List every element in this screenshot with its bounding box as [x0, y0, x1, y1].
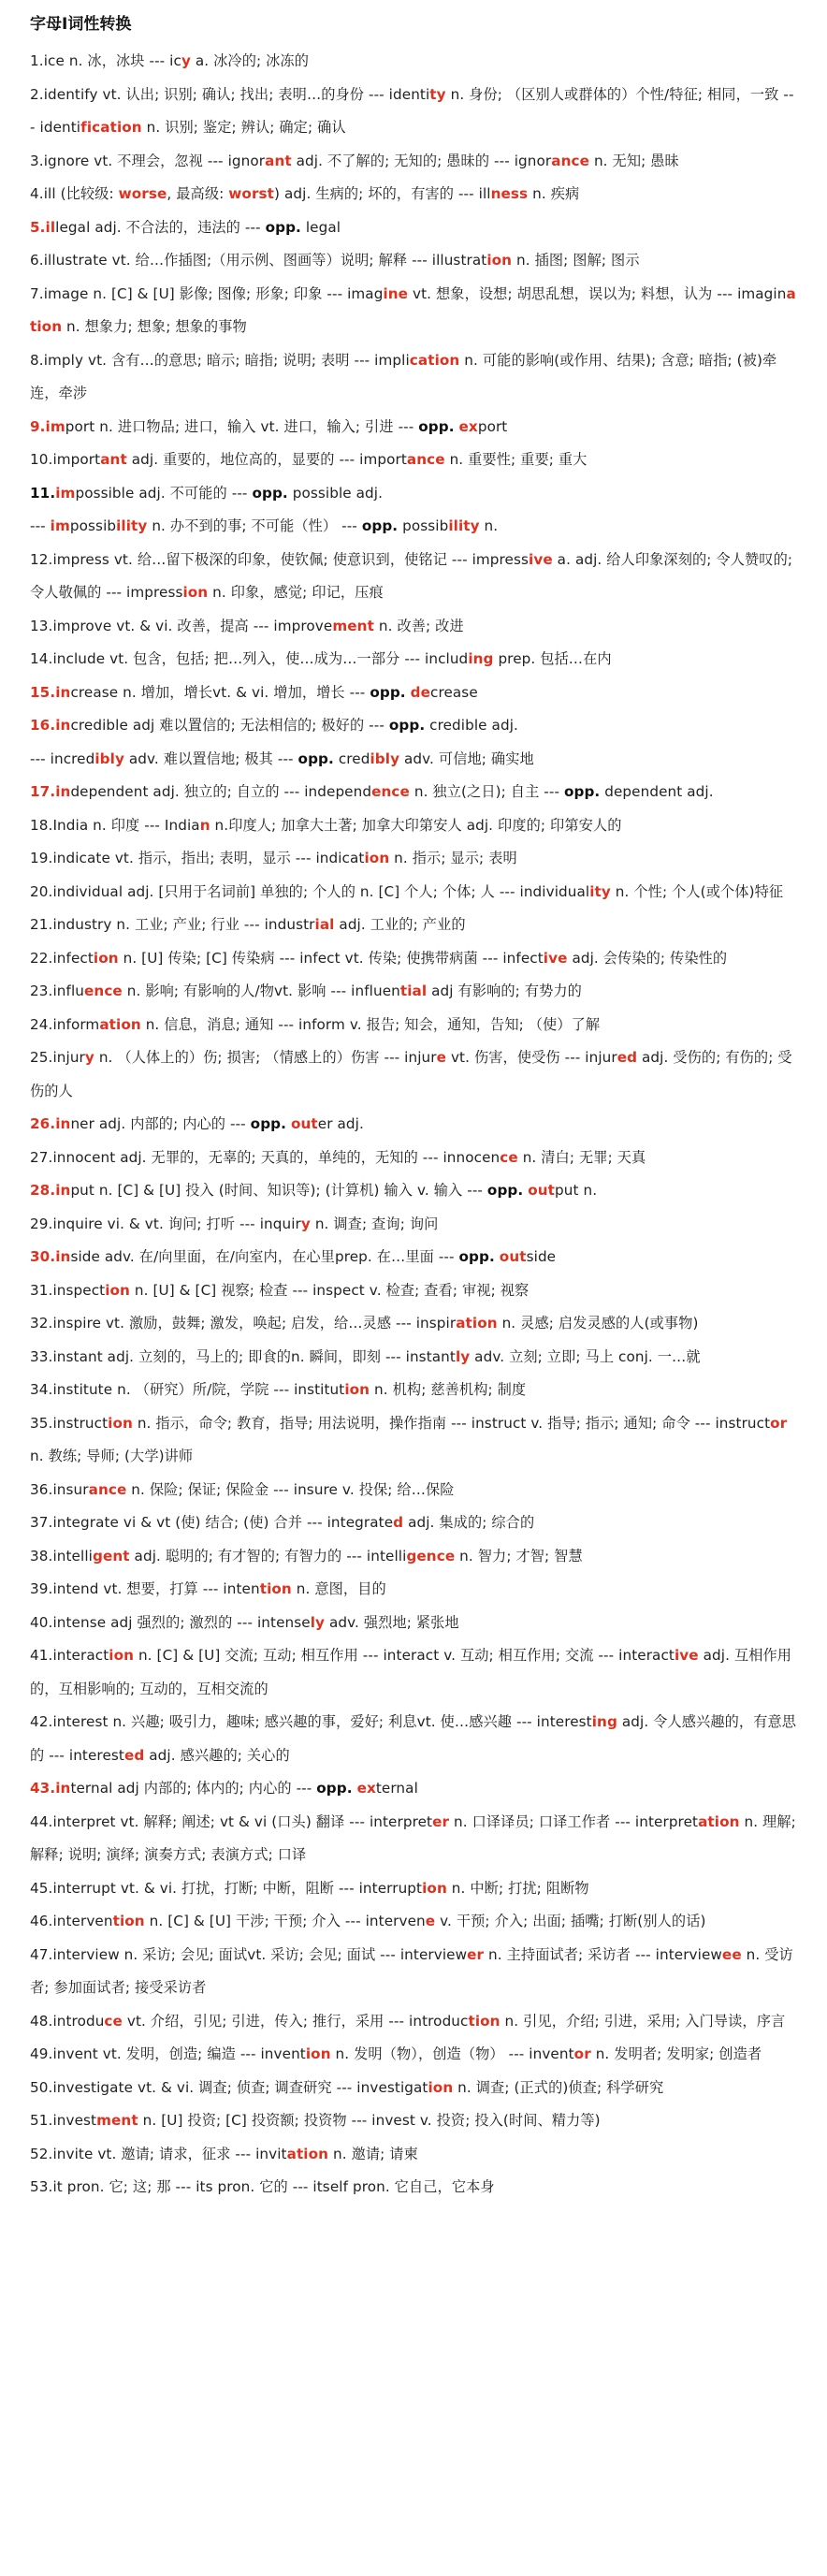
highlight-affix: ance — [551, 152, 590, 169]
bold-label: opp. — [458, 1248, 495, 1265]
entry-text: 45.interrupt vt. & vi. 打扰，打断; 中断，阻断 --- interrupt — [30, 1879, 423, 1897]
entry-text: adj. 集成的; 综合的 — [403, 1514, 535, 1531]
vocab-entry — [30, 909, 799, 942]
entry-text: ) adj. 生病的; 坏的，有害的 --- ill — [274, 185, 491, 202]
entry-text: adj. 工业的; 产业的 — [334, 916, 466, 933]
entry-text: n. [U] 投资; [C] 投资额; 投资物 --- invest v. 投资; 投入(时间、精力等) — [138, 2112, 601, 2129]
entry-text: 34.institute n. （研究）所/院，学院 --- institut — [30, 1381, 345, 1398]
highlight-affix: or — [573, 2045, 591, 2062]
highlight-affix: ly — [310, 1613, 326, 1631]
entry-text: a. adj. 给人印象深刻的; 令人赞叹的; 令人敬佩的 --- impress — [30, 550, 793, 601]
highlight-affix: tion — [259, 1580, 292, 1597]
entry-text: 2.identify vt. 认出; 识别; 确认; 找出; 表明…的身份 --- identi — [30, 85, 430, 103]
highlight-affix: ant — [100, 451, 127, 468]
highlight-affix: worst — [228, 185, 275, 202]
entry-text: a. 冰冷的; 冰冻的 — [190, 52, 310, 69]
entry-text: n. 调查; (正式的)侦查; 科学研究 — [453, 2078, 664, 2096]
vocab-entry — [30, 2005, 799, 2039]
highlight-affix: ment — [96, 2112, 138, 2129]
entry-text: possib — [398, 517, 449, 534]
vocab-entry — [30, 1939, 799, 2005]
entry-text: n.印度人; 加拿大土著; 加拿大印第安人 adj. 印度的; 印第安人的 — [210, 816, 622, 834]
vocab-entry — [30, 1307, 799, 1341]
entry-text: put n. — [555, 1182, 598, 1199]
bold-label: 11. — [30, 484, 56, 502]
entry-text: 33.instant adj. 立刻的，马上的; 即食的n. 瞬间，即刻 --- instant — [30, 1347, 456, 1365]
entry-text: n. 想象力; 想象; 想象的事物 — [62, 318, 247, 335]
entry-text: possib — [69, 517, 117, 534]
highlight-affix: in — [55, 683, 71, 701]
entry-text: --- — [30, 517, 51, 534]
entry-text: n. 改善; 改进 — [373, 617, 464, 634]
highlight-affix: 16. — [30, 717, 56, 734]
highlight-affix: ex — [356, 1780, 376, 1797]
entry-text: 3.ignore vt. 不理会，忽视 --- ignor — [30, 152, 266, 169]
highlight-affix: ation — [698, 1812, 740, 1830]
vocab-entry — [30, 876, 799, 910]
highlight-affix: in — [55, 1115, 71, 1132]
entry-text: n. 身份; （区别人或群体的）个性/特征; 相同，一致 --- identi — [30, 85, 794, 136]
highlight-affix: ion — [109, 1647, 135, 1664]
entry-text: n. 中断; 打扰; 阻断物 — [446, 1879, 589, 1897]
entry-text: n. 指示，命令; 教育，指导; 用法说明，操作指南 --- instruct v. 指导; 指示; 通知; 命令 --- instruct — [132, 1414, 771, 1432]
highlight-affix: ment — [332, 617, 374, 634]
vocab-entry — [30, 244, 799, 278]
vocab-entry — [30, 1041, 799, 1108]
entry-text: n. 可能的影响(或作用、结果); 含意; 暗指; (被)牵连，牵涉 — [30, 351, 777, 401]
entry-text: 51.invest — [30, 2112, 97, 2129]
highlight-affix: ence — [371, 783, 410, 800]
entry-text: n. 办不到的事; 不可能（性） --- — [147, 517, 362, 534]
highlight-affix: ee — [721, 1945, 742, 1963]
highlight-affix: 28. — [30, 1182, 56, 1199]
entry-text: n. 智力; 才智; 智慧 — [455, 1547, 583, 1565]
highlight-affix: in — [55, 1780, 71, 1797]
highlight-affix: tion — [112, 1913, 145, 1929]
vocab-entry — [30, 809, 799, 843]
highlight-affix: e — [425, 1913, 436, 1929]
highlight-affix: ation — [286, 2145, 329, 2162]
entry-text: adv. 立刻; 立即; 马上 conj. 一…就 — [470, 1347, 701, 1365]
entry-text: n. 机构; 慈善机构; 制度 — [370, 1381, 527, 1398]
bold-label: opp. — [265, 218, 301, 236]
vocab-entry — [30, 1108, 799, 1142]
entry-text: crease — [430, 683, 478, 701]
highlight-affix: ive — [674, 1647, 699, 1664]
highlight-affix: ility — [448, 517, 480, 534]
highlight-affix: ed — [123, 1746, 145, 1764]
vocab-entry — [30, 1009, 799, 1042]
highlight-affix: il — [45, 218, 56, 236]
entry-text: 32.inspire vt. 激励，鼓舞; 激发，唤起; 启发，给…灵感 --- inspir — [30, 1315, 457, 1332]
vocab-entry — [30, 1905, 799, 1939]
highlight-affix: ility — [116, 517, 148, 534]
highlight-affix: ed — [617, 1049, 638, 1066]
entry-text: 14.include vt. 包含，包括; 把…列入，使…成为…一部分 --- includ — [30, 650, 469, 667]
entry-text: n. 邀请; 请柬 — [328, 2145, 418, 2162]
entry-text: 53.it pron. 它; 这; 那 --- its pron. 它的 --- itself pron. 它自己，它本身 — [30, 2178, 495, 2195]
bold-label: opp. — [316, 1780, 353, 1797]
entry-text: credible adj. — [425, 717, 518, 734]
entry-text: 24.inform — [30, 1015, 100, 1033]
entry-text: 31.inspect — [30, 1281, 106, 1299]
highlight-affix: 26. — [30, 1115, 56, 1132]
highlight-affix: ity — [589, 882, 611, 900]
entry-text: possible adj. — [287, 484, 384, 502]
entry-text: 38.intelli — [30, 1547, 93, 1565]
highlight-affix: ing — [591, 1713, 617, 1730]
entry-text: n. 保险; 保证; 保险金 --- insure v. 投保; 给…保险 — [126, 1480, 455, 1498]
entry-text: n. 指示; 显示; 表明 — [389, 850, 517, 866]
highlight-affix: ial — [314, 916, 335, 933]
highlight-affix: ion — [428, 2078, 454, 2096]
entry-text: n. 主持面试者; 采访者 --- interview — [484, 1945, 722, 1963]
entry-text: adj. 不了解的; 无知的; 愚昧的 --- ignor — [291, 152, 552, 169]
bold-label: opp. — [563, 783, 601, 800]
entry-text: port n. 进口物品; 进口，输入 vt. 进口，输入; 引进 --- — [65, 417, 419, 435]
vocab-entry — [30, 2171, 799, 2205]
vocab-entry — [30, 1540, 799, 1574]
vocab-entry — [30, 776, 799, 809]
bold-label: opp. — [370, 683, 406, 701]
vocab-entry — [30, 1174, 799, 1208]
entry-text: n. 发明（物），创造（物） --- invent — [330, 2045, 574, 2062]
entry-text: 12.impress vt. 给…留下极深的印象，使钦佩; 使意识到，使铭记 --- impress — [30, 550, 530, 568]
vocab-entry — [30, 709, 799, 743]
entry-text: credible adj 难以置信的; 无法相信的; 极好的 --- — [70, 717, 389, 734]
entry-text: vt. 伤害，使受伤 --- injur — [446, 1049, 617, 1066]
entry-text: 40.intense adj 强烈的; 激烈的 --- intense — [30, 1613, 311, 1631]
highlight-affix: out — [499, 1248, 527, 1265]
entry-text: 39.intend vt. 想要，打算 --- inten — [30, 1580, 260, 1597]
highlight-affix: 15. — [30, 683, 56, 701]
vocab-entry — [30, 1341, 799, 1375]
entry-text: n. 清白; 无罪; 天真 — [517, 1148, 646, 1166]
vocab-entry — [30, 1474, 799, 1507]
vocab-entry — [30, 477, 799, 511]
entry-text: adj. 重要的，地位高的，显要的 --- import — [126, 451, 407, 468]
highlight-affix: ce — [500, 1148, 518, 1166]
highlight-affix: 30. — [30, 1248, 56, 1265]
highlight-affix: ce — [104, 2012, 123, 2030]
vocab-entry — [30, 1274, 799, 1308]
vocab-entry — [30, 444, 799, 477]
vocab-entry — [30, 1407, 799, 1474]
highlight-affix: in — [55, 783, 71, 800]
highlight-affix: in — [55, 1248, 71, 1265]
vocab-entry — [30, 1607, 799, 1640]
entry-text: 44.interpret vt. 解释; 阐述; vt & vi (口头) 翻译 --- interpret — [30, 1812, 433, 1830]
highlight-affix: ty — [429, 85, 446, 103]
vocab-entry — [30, 1772, 799, 1806]
highlight-affix: out — [290, 1115, 318, 1132]
entry-text: 7.image n. [C] & [U] 影像; 图像; 形象; 印象 --- imag — [30, 284, 384, 302]
entry-text: n. — [479, 517, 499, 534]
vocab-entry — [30, 79, 799, 145]
highlight-affix: ion — [105, 1281, 130, 1299]
highlight-affix: y — [84, 1049, 94, 1066]
vocab-entry — [30, 1573, 799, 1607]
entry-text: 29.inquire vi. & vt. 询问; 打听 --- inquir — [30, 1215, 301, 1232]
highlight-affix: ion — [364, 850, 390, 866]
highlight-affix: im — [50, 517, 70, 534]
vocab-entry — [30, 1639, 799, 1706]
entry-text: n. 独立(之日); 自主 --- — [409, 783, 564, 800]
highlight-affix: in — [55, 1182, 71, 1199]
bold-label: opp. — [388, 717, 426, 734]
bold-label: opp. — [486, 1182, 524, 1199]
bold-label: opp. — [418, 417, 455, 435]
entry-text: e n. 冰，冰块 --- ic — [55, 52, 181, 69]
entry-text: n. 重要性; 重要; 重大 — [444, 451, 588, 468]
highlight-affix: worse — [118, 185, 167, 202]
highlight-affix: ibly — [370, 750, 400, 767]
vocab-entry — [30, 1506, 799, 1540]
entry-text: n. 意图，目的 — [291, 1580, 386, 1597]
highlight-affix: cation — [409, 351, 460, 369]
entry-text: v. 干预; 介入; 出面; 插嘴; 打断(别人的话) — [435, 1913, 706, 1929]
entry-text: adv. 可信地; 确实地 — [399, 750, 534, 767]
entry-text: adv. 难以置信地; 极其 --- — [123, 750, 298, 767]
entry-text: n. 识别; 鉴定; 辨认; 确定; 确认 — [141, 119, 346, 136]
highlight-affix: ion — [305, 2045, 331, 2062]
highlight-affix: 9. — [30, 417, 46, 435]
entry-text: n. 信息，消息; 通知 --- inform v. 报告; 知会，通知，告知; （使）了解 — [140, 1015, 601, 1033]
entry-text: n. [U] & [C] 视察; 检查 --- inspect v. 检查; 查看; 审视; 视察 — [129, 1281, 530, 1299]
entry-text: ternal adj 内部的; 体内的; 内心的 --- — [70, 1780, 317, 1797]
entry-text: n. 发明者; 发明家; 创造者 — [590, 2045, 762, 2062]
entry-text: adj. 令人感兴趣的，有意思的 --- interest — [30, 1713, 797, 1764]
entry-text: dependent adj. — [600, 783, 714, 800]
highlight-affix: ness — [490, 185, 529, 202]
highlight-affix: ant — [265, 152, 292, 169]
entry-text: 48.introdu — [30, 2012, 105, 2030]
entry-text: port — [477, 417, 508, 435]
entry-text: adj. 受伤的; 有伤的; 受伤的人 — [30, 1049, 792, 1099]
highlight-affix: ive — [543, 949, 568, 967]
bold-label: opp. — [297, 750, 334, 767]
entry-text: prep. 包括…在内 — [493, 650, 612, 667]
highlight-affix: tial — [399, 982, 428, 999]
entry-text: 41.interact — [30, 1647, 109, 1664]
entry-text: 36.insur — [30, 1480, 89, 1498]
entry-text: vt. 介绍，引见; 引进，传入; 推行，采用 --- introduc — [122, 2012, 469, 2030]
vocab-entry — [30, 677, 799, 710]
highlight-affix: 17. — [30, 783, 56, 800]
entry-text: 21.industry n. 工业; 产业; 行业 --- industr — [30, 916, 315, 933]
vocab-entry — [30, 544, 799, 610]
vocab-entry — [30, 942, 799, 976]
bold-label: opp. — [361, 517, 399, 534]
entry-text: 6.illustrate vt. 给…作插图;（用示例、图画等）说明; 解释 --- illustrat — [30, 252, 487, 269]
entry-text: put n. [C] & [U] 投入 (时间、知识等); (计算机) 输入 v. 输入 --- — [70, 1182, 487, 1199]
highlight-affix: ing — [468, 650, 494, 667]
entry-text: adj. 会传染的; 传染性的 — [567, 949, 728, 967]
highlight-affix: ance — [88, 1480, 127, 1498]
entry-text: 52.invite vt. 邀请; 请求，征求 --- invit — [30, 2145, 287, 2162]
entry-text: n. 影响; 有影响的人/物vt. 影响 --- influen — [122, 982, 400, 999]
entry-text: cred — [333, 750, 370, 767]
highlight-affix: ine — [383, 284, 409, 302]
vocab-entry — [30, 344, 799, 411]
highlight-affix: er — [467, 1945, 485, 1963]
vocab-entry — [30, 743, 799, 777]
vocab-entry — [30, 1208, 799, 1242]
entry-text: n. 口译译员; 口译工作者 --- interpret — [449, 1812, 699, 1830]
vocab-entry — [30, 1374, 799, 1407]
highlight-affix: d — [393, 1514, 404, 1531]
entry-text: n. 印象，感觉; 印记，压痕 — [208, 584, 384, 601]
entry-text: er adj. — [317, 1115, 364, 1132]
entry-text: 19.indicate vt. 指示，指出; 表明，显示 --- indicat — [30, 850, 365, 866]
vocab-entry — [30, 2104, 799, 2138]
entry-text: , 最高级: — [167, 185, 229, 202]
entry-list — [30, 45, 799, 2205]
entry-text: n. [C] & [U] 交流; 互动; 相互作用 --- interact v. 互动; 相互作用; 交流 --- interact — [134, 1647, 675, 1664]
vocab-entry — [30, 2138, 799, 2172]
highlight-affix: ion — [93, 949, 119, 967]
document-title: 字母I词性转换 — [30, 15, 132, 34]
vocab-entry — [30, 45, 799, 79]
entry-text: crease n. 增加，增长vt. & vi. 增加，增长 --- — [70, 683, 370, 701]
vocab-entry — [30, 278, 799, 344]
highlight-affix: ion — [422, 1879, 447, 1897]
entry-text: 20.individual adj. [只用于名词前] 单独的; 个人的 n. [C] 个人; 个体; 人 --- individual — [30, 882, 590, 900]
entry-text: n. 灵感; 启发灵感的人(或事物) — [497, 1315, 699, 1332]
vocab-entry — [30, 510, 799, 544]
entry-text: legal — [300, 218, 341, 236]
entry-text: 23.influ — [30, 982, 84, 999]
highlight-affix: ation — [99, 1015, 141, 1033]
entry-text: 47.interview n. 采访; 会见; 面试vt. 采访; 会见; 面试 --- interview — [30, 1945, 468, 1963]
highlight-affix: ation — [30, 284, 796, 335]
vocab-entry — [30, 610, 799, 644]
highlight-affix: ion — [108, 1414, 133, 1432]
vocab-entry — [30, 1872, 799, 1906]
entry-text: n. [C] & [U] 干涉; 干预; 介入 --- interven — [144, 1913, 426, 1929]
entry-text: n. 引见，介绍; 引进，采用; 入门导读，序言 — [500, 2012, 786, 2030]
highlight-affix: ly — [455, 1347, 471, 1365]
entry-text: 50.investigate vt. & vi. 调查; 侦查; 调查研究 --- investigat — [30, 2078, 428, 2096]
entry-text: 25.injur — [30, 1049, 85, 1066]
highlight-affix: im — [55, 484, 76, 502]
entry-text: 37.integrate vi & vt (使) 结合; (使) 合并 --- integrate — [30, 1514, 394, 1531]
entry-text: n. 教练; 导师; (大学)讲师 — [30, 1448, 194, 1464]
vocab-entry — [30, 643, 799, 677]
vocab-entry — [30, 842, 799, 876]
entry-text: n. 个性; 个人(或个体)特征 — [610, 882, 784, 900]
highlight-affix: ance — [406, 451, 445, 468]
highlight-affix: e — [436, 1049, 447, 1066]
entry-text: adj. 聪明的; 有才智的; 有智力的 --- intelli — [129, 1547, 407, 1565]
highlight-affix: ex — [458, 417, 478, 435]
entry-text: n. 疾病 — [528, 185, 580, 202]
highlight-affix: ion — [344, 1381, 370, 1398]
highlight-affix: 5. — [30, 218, 46, 236]
entry-text: adj. 感兴趣的; 关心的 — [144, 1746, 290, 1764]
highlight-affix: ence — [84, 982, 123, 999]
highlight-affix: ion — [182, 584, 209, 601]
entry-text: 13.improve vt. & vi. 改善，提高 --- improve — [30, 617, 333, 634]
vocab-entry — [30, 1706, 799, 1772]
highlight-affix: de — [410, 683, 430, 701]
entry-text: 35.instruct — [30, 1414, 109, 1432]
entry-text: n. 调查; 查询; 询问 — [310, 1215, 439, 1232]
entry-text: 46.interven — [30, 1913, 113, 1929]
entry-text: 18.India n. 印度 --- India — [30, 816, 200, 834]
highlight-affix: ive — [529, 550, 553, 568]
entry-text: 27.innocent adj. 无罪的，无辜的; 天真的，单纯的，无知的 --- innocen — [30, 1148, 501, 1166]
vocab-entry — [30, 2038, 799, 2072]
bold-label: opp. — [250, 1115, 287, 1132]
entry-text: n. （人体上的）伤; 损害; （情感上的）伤害 --- injur — [94, 1049, 437, 1066]
entry-text: adj. 互相作用的，互相影响的; 互动的，互相交流的 — [30, 1647, 792, 1697]
entry-text: possible adj. 不可能的 --- — [75, 484, 253, 502]
entry-text: ner adj. 内部的; 内心的 --- — [70, 1115, 251, 1132]
highlight-affix: tion — [468, 2012, 501, 2030]
highlight-affix: gence — [406, 1547, 456, 1565]
vocab-entry — [30, 178, 799, 211]
highlight-affix: gent — [92, 1547, 130, 1565]
vocab-entry — [30, 1806, 799, 1872]
entry-text: side — [526, 1248, 557, 1265]
vocab-entry — [30, 2072, 799, 2105]
entry-text: n. [U] 传染; [C] 传染病 --- infect vt. 传染; 使携带病菌 --- infect — [118, 949, 544, 967]
entry-text: adj 有影响的; 有势力的 — [427, 982, 582, 999]
highlight-affix: out — [528, 1182, 556, 1199]
entry-text: 10.import — [30, 451, 101, 468]
vocab-entry — [30, 411, 799, 444]
highlight-affix: er — [432, 1812, 450, 1830]
vocab-entry — [30, 211, 799, 245]
vocab-entry — [30, 1241, 799, 1274]
highlight-affix: im — [45, 417, 65, 435]
entry-text: 1.ic — [30, 52, 56, 69]
highlight-affix: in — [55, 717, 71, 734]
entry-text: vt. 想象，设想; 胡思乱想，误以为; 料想，认为 --- imagin — [408, 284, 787, 302]
bold-label: opp. — [252, 484, 288, 502]
highlight-affix: y — [300, 1215, 311, 1232]
entry-text: adv. 强烈地; 紧张地 — [325, 1613, 459, 1631]
entry-text: side adv. 在/向里面，在/向室内，在心里prep. 在…里面 --- — [70, 1248, 459, 1265]
highlight-affix: 43. — [30, 1780, 56, 1797]
entry-text: n. 无知; 愚昧 — [589, 152, 679, 169]
highlight-affix: ion — [486, 252, 513, 269]
vocab-entry — [30, 975, 799, 1009]
highlight-affix: ibly — [94, 750, 124, 767]
entry-text: n. 插图; 图解; 图示 — [512, 252, 640, 269]
entry-text: 22.infect — [30, 949, 94, 967]
vocab-entry — [30, 1142, 799, 1175]
entry-text: 4.ill (比较级: — [30, 185, 119, 202]
highlight-affix: y — [181, 52, 191, 69]
entry-text: legal adj. 不合法的，违法的 --- — [55, 218, 266, 236]
highlight-affix: or — [770, 1414, 788, 1432]
entry-text: 42.interest n. 兴趣; 吸引力，趣味; 感兴趣的事，爱好; 利息vt. 使…感兴趣 --- interest — [30, 1713, 592, 1730]
entry-text: 49.invent vt. 发明，创造; 编造 --- invent — [30, 2045, 306, 2062]
entry-text: n. 理解; 解释; 说明; 演绎; 演奏方式; 表演方式; 口译 — [30, 1812, 796, 1863]
highlight-affix: ation — [456, 1315, 498, 1332]
entry-text: --- incred — [30, 750, 95, 767]
vocab-entry — [30, 145, 799, 179]
entry-text: n. 受访者; 参加面试者; 接受采访者 — [30, 1945, 793, 1996]
entry-text: ternal — [375, 1780, 418, 1797]
entry-text: dependent adj. 独立的; 自立的 --- independ — [70, 783, 372, 800]
highlight-affix: fication — [80, 119, 142, 136]
highlight-affix: n — [199, 816, 210, 834]
entry-text: 8.imply vt. 含有…的意思; 暗示; 暗指; 说明; 表明 --- impli — [30, 351, 410, 369]
